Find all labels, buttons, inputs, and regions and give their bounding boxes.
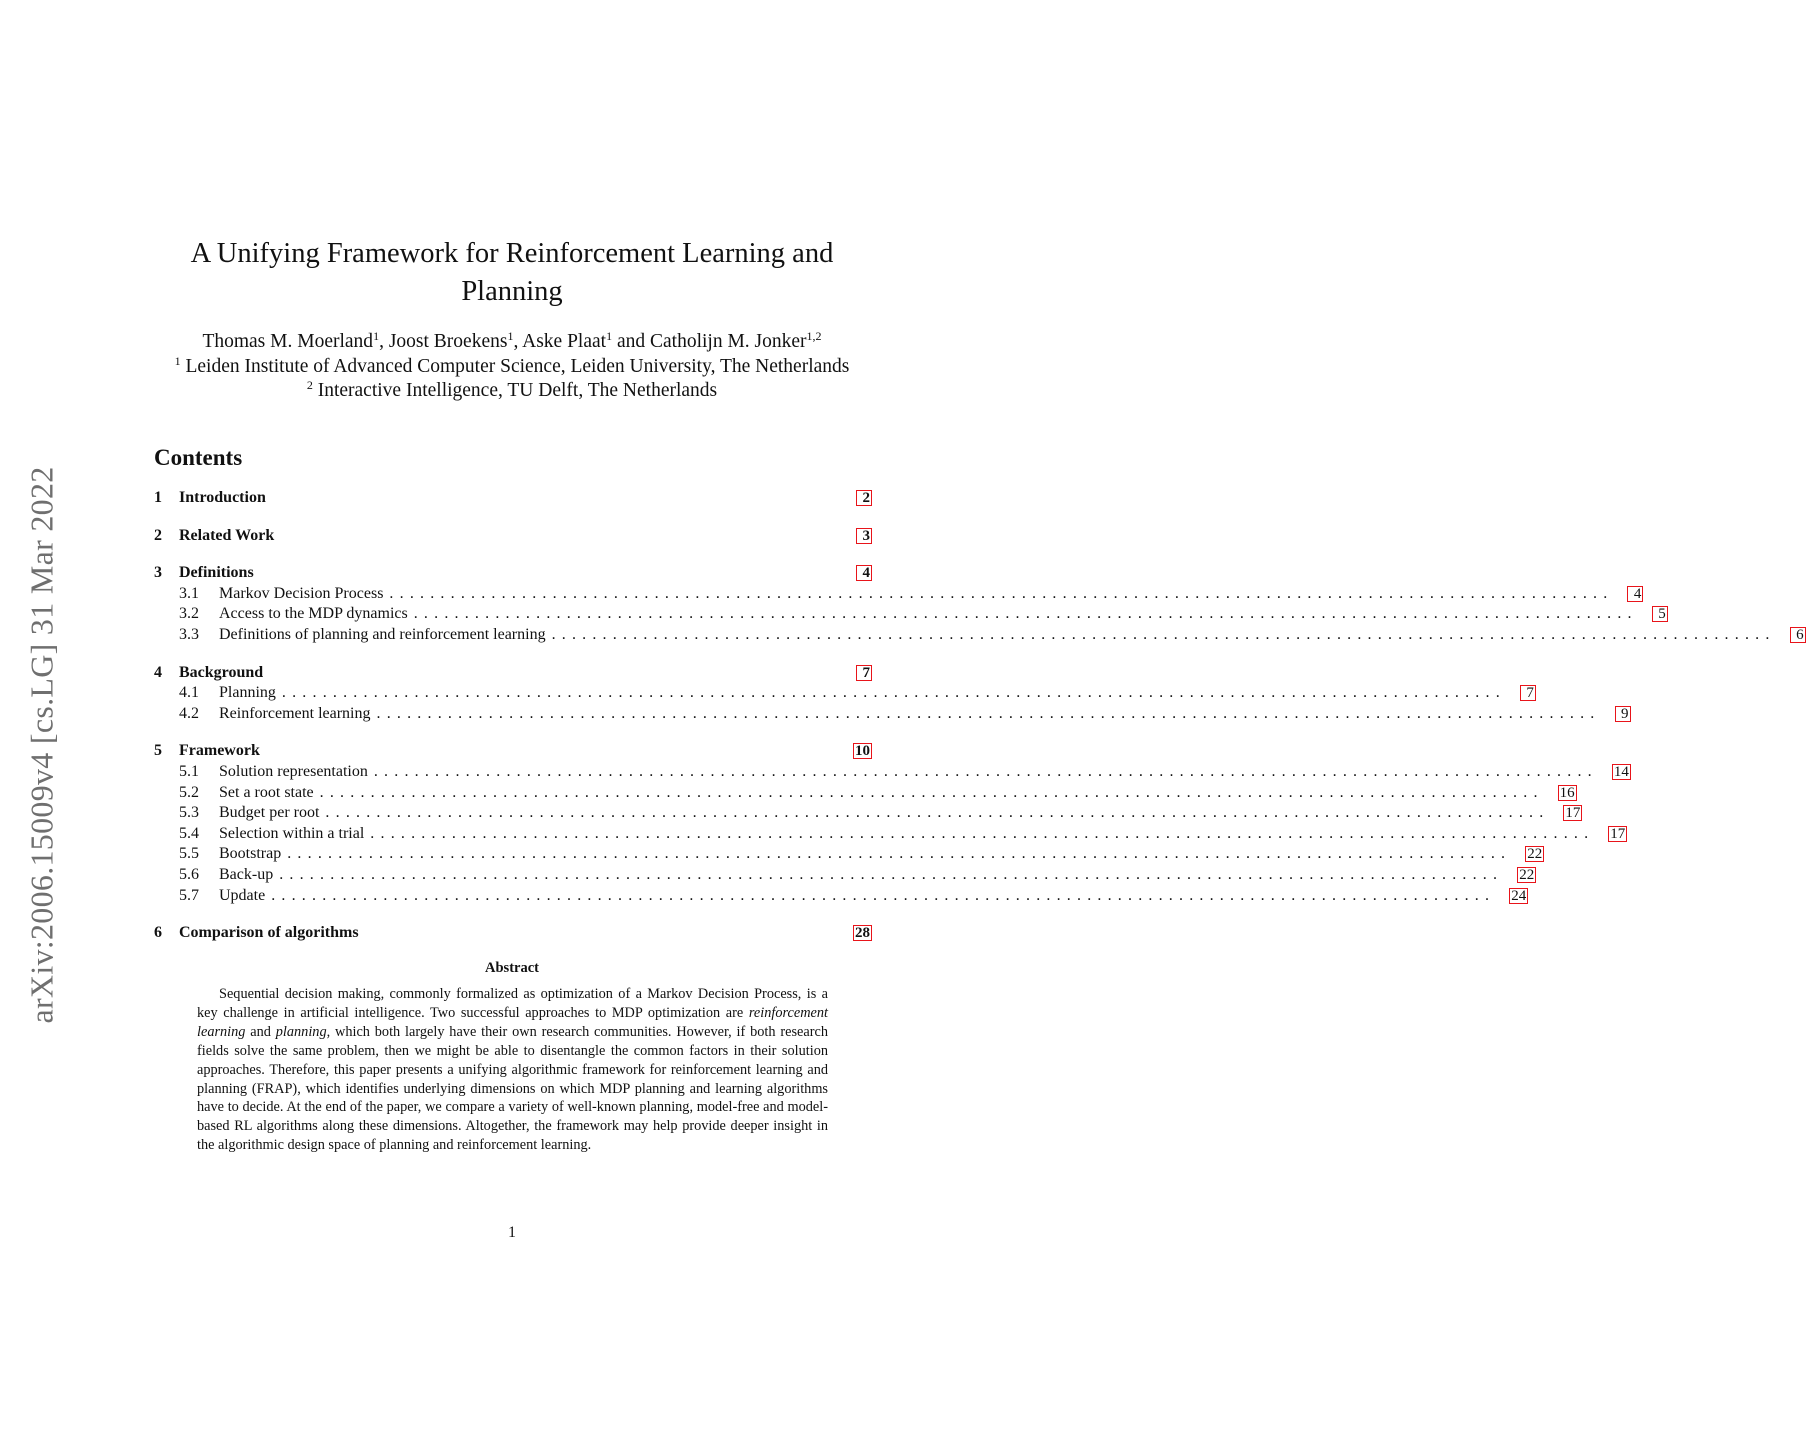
author-affiliation-mark: 1,2 bbox=[806, 329, 822, 343]
toc-number: 5.7 bbox=[179, 886, 199, 904]
toc-label: Update bbox=[219, 886, 266, 904]
toc-dot-leader: ........................................................................................................................ bbox=[370, 824, 1595, 842]
toc-page-link[interactable]: 9 bbox=[1615, 706, 1631, 722]
toc-page-link[interactable]: 22 bbox=[1527, 846, 1543, 863]
toc-dot-leader: ........................................................................................................................ bbox=[325, 804, 1550, 822]
toc-page-link[interactable]: 10 bbox=[855, 743, 870, 760]
toc-label: Back-up bbox=[219, 865, 274, 883]
toc-number: 5.4 bbox=[179, 824, 199, 842]
toc-number: 5.3 bbox=[179, 804, 199, 822]
author-block bbox=[0, 330, 1024, 404]
toc-label: Definitions bbox=[179, 564, 254, 582]
toc-section-row[interactable] bbox=[154, 663, 872, 684]
toc-label: Related Work bbox=[179, 526, 275, 544]
author-affiliation-mark: 1 bbox=[373, 329, 380, 343]
author-name: Joost Broekens bbox=[388, 331, 508, 352]
author-name: Catholijn M. Jonker bbox=[649, 331, 807, 352]
toc-page-link[interactable]: 6 bbox=[1790, 627, 1806, 643]
toc-number: 4 bbox=[154, 663, 162, 681]
author-affiliation-mark: 1 bbox=[606, 329, 613, 343]
toc-label: Selection within a trial bbox=[219, 824, 365, 842]
toc-section-row[interactable] bbox=[154, 923, 872, 944]
author-affiliation-mark: 1 bbox=[507, 329, 514, 343]
toc-page-link[interactable]: 7 bbox=[1520, 685, 1536, 701]
toc-subsection-row[interactable] bbox=[154, 886, 1527, 907]
affiliation-text: Leiden Institute of Advanced Computer Science, Leiden University, The Netherlands bbox=[185, 355, 850, 377]
affiliation-mark: 2 bbox=[306, 378, 313, 392]
toc-number: 3.2 bbox=[179, 605, 199, 623]
affiliation-mark: 1 bbox=[174, 353, 181, 368]
toc-page-link[interactable]: 4 bbox=[1627, 586, 1643, 602]
abstract-emphasis: planning bbox=[275, 1023, 327, 1040]
toc-page-link[interactable]: 24 bbox=[1511, 887, 1527, 904]
author-separator: , bbox=[513, 331, 523, 352]
toc-section-row[interactable] bbox=[154, 563, 872, 584]
toc-number: 5.6 bbox=[179, 865, 199, 883]
toc-label: Reinforcement learning bbox=[219, 704, 371, 722]
toc-subsection-row[interactable] bbox=[154, 704, 1629, 725]
toc-dot-leader: ........................................................................................................................ bbox=[376, 704, 1601, 722]
toc-label: Introduction bbox=[179, 489, 266, 506]
toc-label: Background bbox=[179, 663, 264, 681]
table-of-contents bbox=[154, 488, 1804, 944]
toc-subsection-row[interactable] bbox=[154, 584, 1642, 605]
toc-number: 3 bbox=[154, 564, 162, 582]
abstract-heading: Abstract bbox=[485, 960, 539, 976]
toc-dot-leader: ........................................................................................................................ bbox=[551, 625, 1776, 643]
toc-section-row[interactable] bbox=[154, 488, 872, 509]
toc-page-link[interactable]: 22 bbox=[1519, 866, 1535, 883]
toc-label: Comparison of algorithms bbox=[179, 924, 359, 942]
toc-page-link[interactable]: 17 bbox=[1610, 825, 1626, 842]
toc-label: Access to the MDP dynamics bbox=[219, 605, 408, 623]
toc-number: 5 bbox=[154, 742, 162, 760]
toc-dot-leader: ........................................................................................................................ bbox=[319, 783, 1544, 801]
toc-number: 6 bbox=[154, 924, 162, 942]
abstract-emphasis: reinforcement learning bbox=[197, 1004, 828, 1040]
toc-dot-leader: ........................................................................................................................ bbox=[287, 845, 1512, 863]
toc-subsection-row[interactable] bbox=[154, 844, 1543, 865]
author-name: Aske Plaat bbox=[522, 331, 607, 352]
affiliation-line bbox=[0, 379, 1024, 404]
toc-number: 2 bbox=[154, 526, 162, 544]
toc-subsection-row[interactable] bbox=[154, 865, 1535, 886]
toc-page-link[interactable]: 3 bbox=[856, 528, 872, 544]
toc-label: Solution representation bbox=[219, 762, 368, 780]
toc-label: Planning bbox=[219, 684, 276, 702]
toc-section-row[interactable] bbox=[154, 741, 872, 762]
author-name: Thomas M. Moerland bbox=[202, 331, 374, 352]
arxiv-identifier-stamp: arXiv:2006.15009v4 [cs.LG] 31 Mar 2022 bbox=[23, 466, 60, 1024]
toc-subsection-row[interactable] bbox=[154, 803, 1581, 824]
affiliation-line bbox=[0, 355, 1024, 380]
toc-page-link[interactable]: 7 bbox=[856, 665, 872, 681]
toc-number: 3.3 bbox=[179, 625, 199, 643]
toc-number: 3.1 bbox=[179, 584, 199, 602]
toc-page-link[interactable]: 4 bbox=[856, 565, 872, 581]
abstract-segment: , which both largely have their own research communities. However, if both research fields solve the same problem, then we might be able to disentangle the common factors in their solution approaches. Therefore, this paper presents a unifying algorithmic framework for reinforcement learning and planning (FRAP), which identifies underlying dimensions on which MDP planning and learning algorithms have to decide. At the end of the paper, we compare a variety of well-known planning, model-free and model-based RL algorithms along these dimensions. Altogether, the framework may help provide deeper insight in the algorithmic design space of planning and reinforcement learning. bbox=[197, 1023, 828, 1154]
toc-label: Budget per root bbox=[219, 804, 320, 822]
toc-dot-leader: ........................................................................................................................ bbox=[281, 684, 1506, 702]
toc-page-link[interactable]: 14 bbox=[1613, 763, 1629, 780]
toc-subsection-row[interactable] bbox=[154, 604, 1666, 625]
toc-page-link[interactable]: 28 bbox=[855, 925, 870, 942]
toc-number: 5.1 bbox=[179, 762, 199, 780]
toc-number: 4.2 bbox=[179, 704, 199, 722]
toc-page-link[interactable]: 2 bbox=[856, 490, 872, 506]
toc-page-link[interactable]: 17 bbox=[1565, 805, 1581, 822]
toc-label: Framework bbox=[179, 742, 260, 760]
abstract-segment: and bbox=[245, 1023, 276, 1040]
toc-dot-leader: ........................................................................................................................ bbox=[373, 762, 1598, 780]
toc-subsection-row[interactable] bbox=[154, 625, 1804, 646]
toc-page-link[interactable]: 16 bbox=[1559, 784, 1575, 801]
author-separator: , bbox=[379, 331, 389, 352]
toc-dot-leader: ........................................................................................................................ bbox=[413, 605, 1638, 623]
toc-number: 4.1 bbox=[179, 684, 199, 702]
toc-number: 5.5 bbox=[179, 845, 199, 863]
toc-dot-leader: ........................................................................................................................ bbox=[271, 886, 1496, 904]
toc-subsection-row[interactable] bbox=[154, 762, 1629, 783]
toc-subsection-row[interactable] bbox=[154, 783, 1575, 804]
toc-section-row[interactable] bbox=[154, 526, 872, 547]
toc-number: 5.2 bbox=[179, 783, 199, 801]
toc-label: Definitions of planning and reinforcement learning bbox=[219, 625, 546, 643]
toc-dot-leader: ........................................................................................................................ bbox=[279, 865, 1504, 883]
paper-title bbox=[0, 235, 1024, 311]
contents-heading: Contents bbox=[154, 445, 243, 470]
abstract-segment: Sequential decision making, commonly formalized as optimization of a Markov Decision Process, is a key challenge in artificial intelligence. Two successful approaches to MDP optimization are bbox=[197, 986, 828, 1021]
toc-subsection-row[interactable] bbox=[154, 683, 1534, 704]
abstract-text bbox=[197, 985, 828, 1155]
toc-page-link[interactable]: 5 bbox=[1652, 606, 1668, 622]
toc-dot-leader: ........................................................................................................................ bbox=[389, 584, 1614, 602]
toc-label: Bootstrap bbox=[219, 845, 282, 863]
toc-label: Set a root state bbox=[219, 783, 314, 801]
toc-subsection-row[interactable] bbox=[154, 824, 1626, 845]
page-number: 1 bbox=[508, 1224, 516, 1241]
title-line-1: A Unifying Framework for Reinforcement Learning and bbox=[190, 238, 834, 269]
author-list bbox=[0, 330, 1024, 355]
author-separator: and bbox=[612, 331, 650, 352]
affiliation-text: Interactive Intelligence, TU Delft, The Netherlands bbox=[317, 380, 718, 401]
title-line-2: Planning bbox=[461, 276, 563, 307]
toc-number: 1 bbox=[154, 489, 162, 506]
toc-label: Markov Decision Process bbox=[219, 584, 384, 602]
